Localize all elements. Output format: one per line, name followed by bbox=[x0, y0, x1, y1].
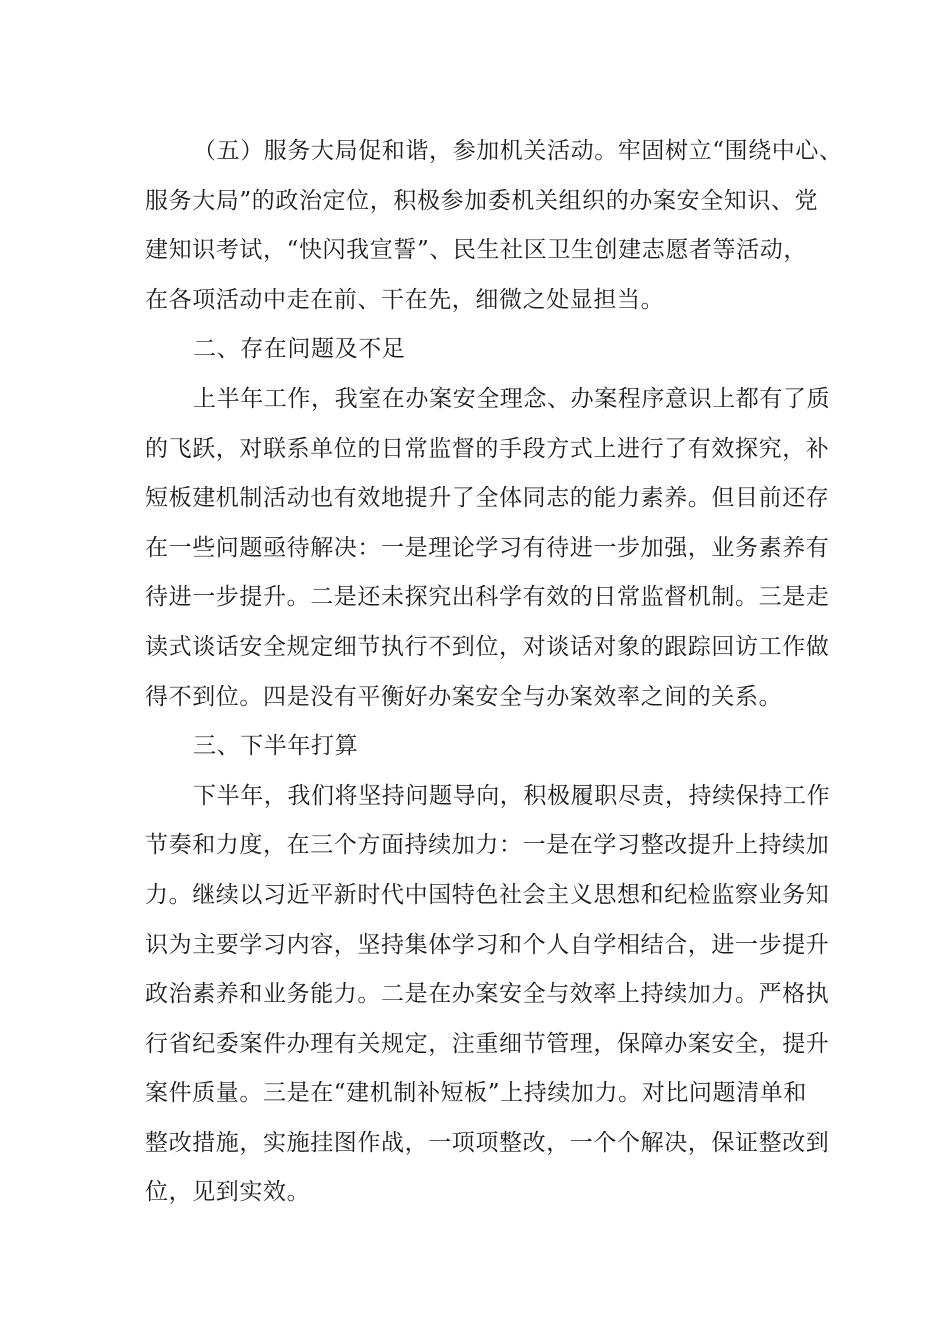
text-line: 在各项活动中走在前、干在先，细微之处显担当。 bbox=[145, 286, 665, 313]
text-line: 政治素养和业务能力。二是在办案安全与效率上持续加力。严格执 bbox=[145, 981, 830, 1008]
text-line: 得不到位。四是没有平衡好办案安全与办案效率之间的关系。 bbox=[145, 683, 783, 710]
text-line: 节奏和力度，在三个方面持续加力：一是在学习整改提升上持续加 bbox=[145, 832, 830, 859]
text-line: 三、下半年打算 bbox=[193, 733, 359, 760]
text-line: 行省纪委案件办理有关规定，注重细节管理，保障办案安全，提升 bbox=[145, 1030, 830, 1057]
text-line: 在一些问题亟待解决：一是理论学习有待进一步加强，业务素养有 bbox=[145, 534, 830, 561]
text-line: 的飞跃，对联系单位的日常监督的手段方式上进行了有效探究，补 bbox=[145, 435, 830, 462]
text-line: 待进一步提升。二是还未探究出科学有效的日常监督机制。三是走 bbox=[145, 584, 830, 611]
text-line: 整改措施，实施挂图作战，一项项整改，一个个解决，保证整改到 bbox=[145, 1129, 830, 1156]
document-body bbox=[145, 127, 843, 1218]
text-line: 短板建机制活动也有效地提升了全体同志的能力素养。但目前还存 bbox=[145, 485, 830, 512]
text-line: 案件质量。三是在“建机制补短板”上持续加力。对比问题清单和 bbox=[145, 1080, 807, 1107]
text-line: 服务大局”的政治定位，积极参加委机关组织的办案安全知识、党 bbox=[145, 187, 819, 214]
text-line: 下半年，我们将坚持问题导向，积极履职尽责，持续保持工作 bbox=[193, 782, 831, 809]
text-line: 读式谈话安全规定细节执行不到位，对谈话对象的跟踪回访工作做 bbox=[145, 633, 830, 660]
text-line: 二、存在问题及不足 bbox=[193, 336, 406, 363]
text-line: 建知识考试，“快闪我宣誓”、民生社区卫生创建志愿者等活动， bbox=[145, 237, 807, 264]
text-line: 力。继续以习近平新时代中国特色社会主义思想和纪检监察业务知 bbox=[145, 881, 830, 908]
text-line: 识为主要学习内容，坚持集体学习和个人自学相结合，进一步提升 bbox=[145, 931, 830, 958]
text-line: 上半年工作，我室在办案安全理念、办案程序意识上都有了质 bbox=[193, 385, 831, 412]
text-line: （五）服务大局促和谐，参加机关活动。牢固树立“围绕中心、 bbox=[193, 138, 843, 164]
text-line: 位，见到实效。 bbox=[145, 1179, 311, 1206]
